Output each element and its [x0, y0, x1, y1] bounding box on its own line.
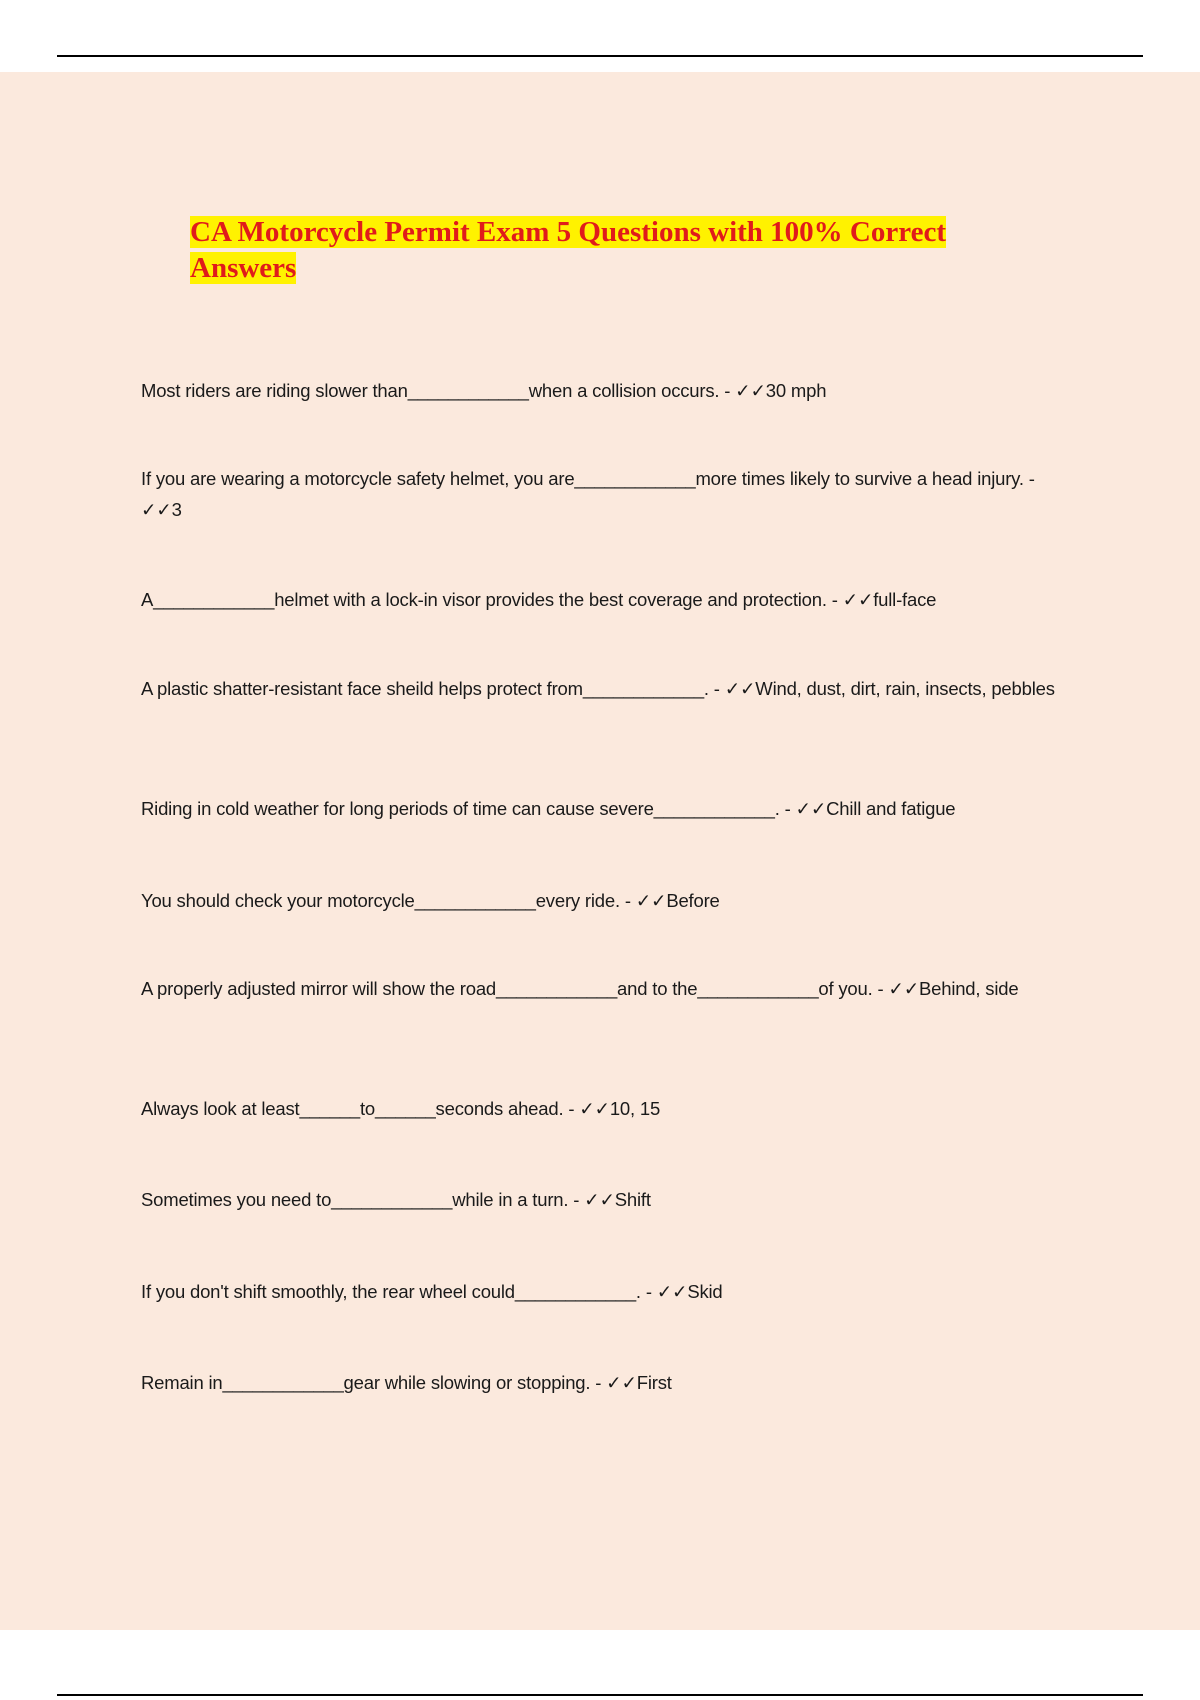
- question-item-7: A properly adjusted mirror will show the road____________and to the____________of you. - ✓✓Behind, side: [141, 978, 1019, 999]
- question-item-1: Most riders are riding slower than____________when a collision occurs. - ✓✓30 mph: [141, 380, 827, 401]
- question-item-6: You should check your motorcycle____________every ride. - ✓✓Before: [141, 890, 720, 911]
- question-item-9: Sometimes you need to____________while in a turn. - ✓✓Shift: [141, 1189, 651, 1210]
- header-rule: [57, 55, 1143, 57]
- question-item-3: A____________helmet with a lock-in visor provides the best coverage and protection. - ✓✓full-face: [141, 589, 937, 610]
- question-item-8: Always look at least______to______seconds ahead. - ✓✓10, 15: [141, 1098, 661, 1119]
- document-page: [0, 72, 1200, 1630]
- question-item-5: Riding in cold weather for long periods of time can cause severe____________. - ✓✓Chill and fatigue: [141, 798, 956, 819]
- question-item-2: If you are wearing a motorcycle safety helmet, you are____________more times likely to survive a head injury. - ✓✓3: [141, 468, 1035, 520]
- question-item-11: Remain in____________gear while slowing or stopping. - ✓✓First: [141, 1372, 672, 1393]
- footer-rule: [57, 1694, 1143, 1696]
- question-item-10: If you don't shift smoothly, the rear wheel could____________. - ✓✓Skid: [141, 1281, 723, 1302]
- title-highlight: CA Motorcycle Permit Exam 5 Questions with 100% Correct Answers: [190, 216, 946, 284]
- document-title: [190, 214, 1030, 286]
- question-item-4: A plastic shatter-resistant face sheild helps protect from____________. - ✓✓Wind, dust, dirt, rain, insects, pebbles: [141, 678, 1055, 699]
